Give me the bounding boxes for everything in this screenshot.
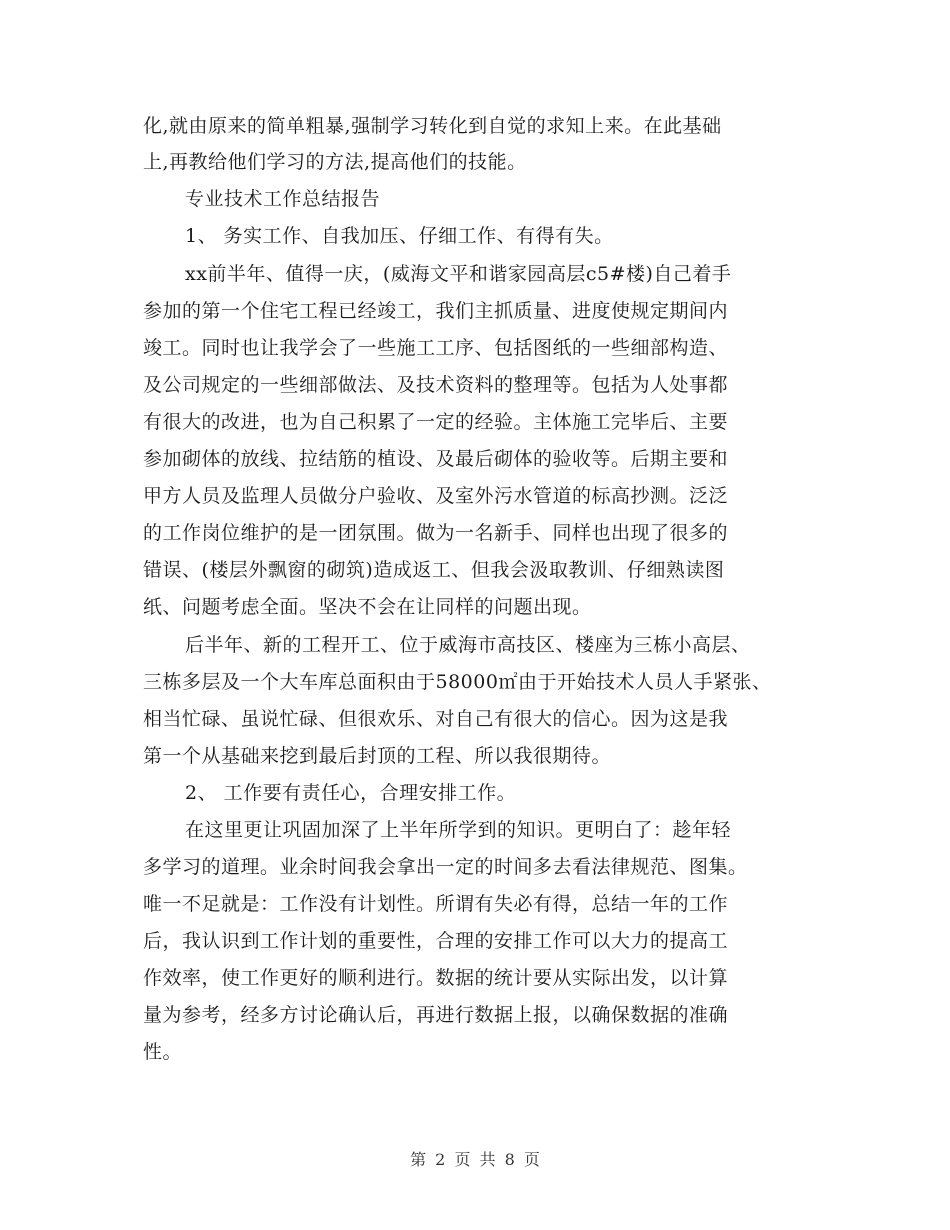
body-text-line: 三栋多层及一个大车库总面积由于58000㎡由于开始技术人员人手紧张、 [143, 671, 772, 693]
page-number-footer: 第 2 页 共 8 页 [410, 1150, 540, 1169]
section-title: 专业技术工作总结报告 [185, 188, 381, 210]
body-text-line: 在这里更让巩固加深了上半年所学到的知识。更明白了：趁年轻 [185, 819, 732, 841]
body-text-line: 甲方人员及监理人员做分户验收、及室外污水管道的标高抄测。泛泛 [143, 485, 729, 507]
body-text-line: 有很大的改进，也为自己积累了一定的经验。主体施工完毕后、主要 [143, 411, 729, 433]
body-text-line: 量为参考，经多方讨论确认后，再进行数据上报，以确保数据的准确 [143, 1004, 729, 1026]
body-text-line: 后半年、新的工程开工、位于威海市高技区、楼座为三栋小高层、 [185, 634, 751, 656]
body-text-line: 作效率，使工作更好的顺利进行。数据的统计要从实际出发，以计算 [143, 967, 729, 989]
numbered-heading: 1、 务实工作、自我加压、仔细工作、有得有失。 [185, 225, 614, 247]
body-text-line: 错误、(楼层外飘窗的砌筑)造成返工、但我会汲取教训、仔细熟读图 [143, 559, 725, 581]
body-text-line: 竣工。同时也让我学会了一些施工工序、包括图纸的一些细部构造、 [143, 337, 729, 359]
body-text-line: 性。 [143, 1041, 183, 1063]
numbered-heading: 2、 工作要有责任心，合理安排工作。 [185, 782, 517, 804]
body-text-line: 及公司规定的一些细部做法、及技术资料的整理等。包括为人处事都 [143, 374, 729, 396]
body-text-line: xx前半年、值得一庆，(威海文平和谐家园高层c5#楼)自己着手 [185, 263, 732, 285]
body-text-line: 参加的第一个住宅工程已经竣工，我们主抓质量、进度使规定期间内 [143, 300, 729, 322]
body-text-line: 纸、问题考虑全面。坚决不会在让同样的问题出现。 [143, 596, 592, 618]
body-text-line: 上,再教给他们学习的方法,提高他们的技能。 [143, 151, 527, 173]
body-text-line: 多学习的道理。业余时间我会拿出一定的时间多去看法律规范、图集。 [143, 856, 748, 878]
body-text-line: 的工作岗位维护的是一团氛围。做为一名新手、同样也出现了很多的 [143, 522, 729, 544]
body-text-line: 参加砌体的放线、拉结筋的植设、及最后砌体的验收等。后期主要和 [143, 448, 729, 470]
body-text-line: 相当忙碌、虽说忙碌、但很欢乐、对自己有很大的信心。因为这是我 [143, 708, 729, 730]
body-text-line: 唯一不足就是：工作没有计划性。所谓有失必有得，总结一年的工作 [143, 893, 729, 915]
body-text-line: 化,就由原来的简单粗暴,强制学习转化到自觉的求知上来。在此基础 [143, 115, 722, 137]
body-text-line: 后，我认识到工作计划的重要性，合理的安排工作可以大力的提高工 [143, 930, 729, 952]
body-text-line: 第一个从基础来挖到最后封顶的工程、所以我很期待。 [143, 745, 612, 767]
